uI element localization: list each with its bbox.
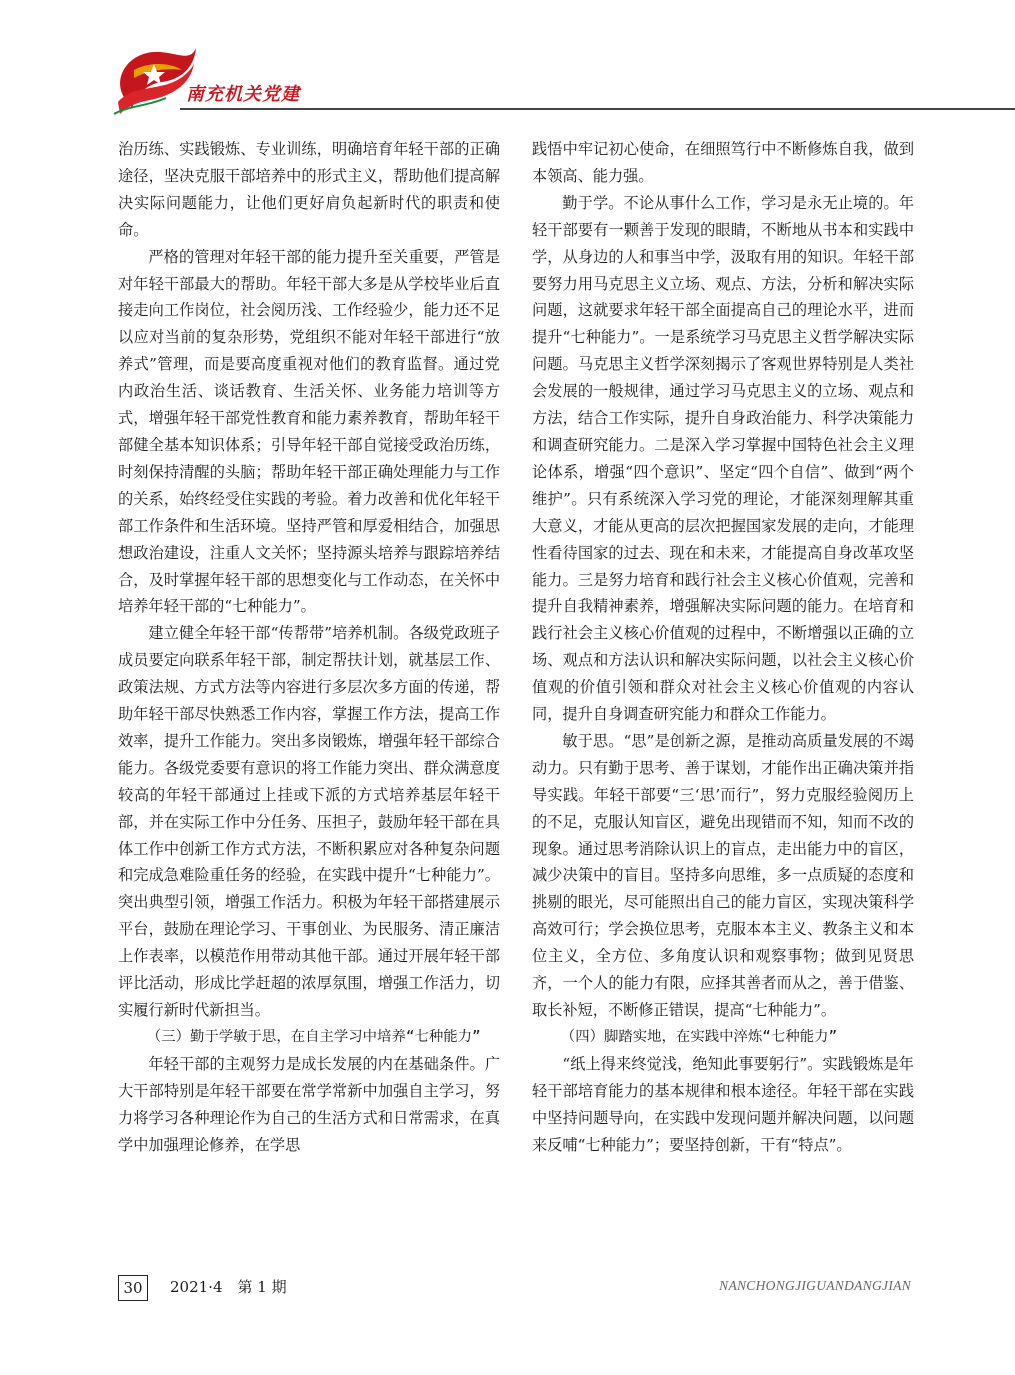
page-header (0, 0, 1015, 125)
right-column (532, 136, 914, 1158)
body-paragraph: 勤于学。不论从事什么工作，学习是永无止境的。年轻干部要有一颗善于发现的眼睛，不断地从书本和实践中学，从身边的人和事当中学，汲取有用的知识。年轻干部要努力用马克思主义立场、观点、方法，分析和解决实际问题，这就要求年轻干部全面提高自己的理论水平，进而提升“七种能力”。一是系统学习马克思主义哲学解决实际问题。马克思主义哲学深刻揭示了客观世界特别是人类社会发展的一般规律，通过学习马克思主义的立场、观点和方法，结合工作实际，提升自身政治能力、科学决策能力和调查研究能力。二是深入学习掌握中国特色社会主义理论体系，增强“四个意识”、坚定“四个自信”、做到“两个维护”。只有系统深入学习党的理论，才能深刻理解其重大意义，才能从更高的层次把握国家发展的走向，才能理性看待国家的过去、现在和未来，才能提高自身改革攻坚能力。三是努力培育和践行社会主义核心价值观，完善和提升自我精神素养，增强解决实际问题的能力。在培育和践行社会主义核心价值观的过程中，不断增强以正确的立场、观点和方法认识和解决实际问题，以社会主义核心价值观的价值引领和群众对社会主义核心价值观的内容认同，提升自身调查研究能力和群众工作能力。 (532, 193, 914, 724)
section-subheading: （三）勤于学敏于思，在自主学习中培养“七种能力” (146, 1028, 481, 1045)
section-subheading: （四）脚踏实地，在实践中淬炼“七种能力” (560, 1028, 838, 1045)
page-number: 30 (118, 1275, 148, 1301)
body-paragraph: 严格的管理对年轻干部的能力提升至关重要，严管是对年轻干部最大的帮助。年轻干部大多是从学校毕业后直接走向工作岗位，社会阅历浅、工作经验少，能力还不足以应对当前的复杂形势，党组织不能对年轻干部进行“放养式”管理，而是要高度重视对他们的教育监督。通过党内政治生活、谈话教育、生活关怀、业务能力培训等方式，增强年轻干部党性教育和能力素养教育，帮助年轻干部健全基本知识体系；引导年轻干部自觉接受政治历练，时刻保持清醒的头脑；帮助年轻干部正确处理能力与工作的关系，始终经受住实践的考验。着力改善和优化年轻干部工作条件和生活环境。坚持严管和厚爱相结合，加强思想政治建设，注重人文关怀；坚持源头培养与跟踪培养结合，及时掌握年轻干部的思想变化与工作动态，在关怀中培养年轻干部的“七种能力”。 (118, 247, 500, 616)
body-paragraph: 敏于思。“思”是创新之源，是推动高质量发展的不竭动力。只有勤于思考、善于谋划，才能作出正确决策并指导实践。年轻干部要“三‘思’而行”，努力克服经验阅历上的不足，克服认知盲区，避免出现错而不知，知而不改的现象。通过思考消除认识上的盲点，走出能力中的盲区，减少决策中的盲目。坚持多向思维，多一点质疑的态度和挑剔的眼光，尽可能照出自己的能力盲区，实现决策科学高效可行；学会换位思考，克服本本主义、教条主义和本位主义，全方位、多角度认识和观察事物；做到见贤思齐，一个人的能力有限，应择其善者而从之，善于借鉴、取长补短，不断修正错误，提高“七种能力”。 (532, 731, 914, 1019)
body-paragraph: 治历练、实践锻炼、专业训练，明确培育年轻干部的正确途径，坚决克服干部培养中的形式主义，帮助他们提高解决实际问题能力，让他们更好肩负起新时代的职责和使命。 (118, 140, 500, 239)
body-paragraph: 年轻干部的主观努力是成长发展的内在基础条件。广大干部特别是年轻干部要在常学常新中加强自主学习，努力将学习各种理论作为自己的生活方式和日常需求，在真学中加强理论修养，在学思 (118, 1054, 500, 1154)
magazine-title: 南充机关党建 (186, 84, 300, 105)
page-footer (0, 1268, 1015, 1308)
header-rule (180, 108, 1015, 110)
body-paragraph: “纸上得来终觉浅，绝知此事要躬行”。实践锻炼是年轻干部培育能力的基本规律和根本途径。年轻干部在实践中坚持问题导向，在实践中发现问题并解决问题，以问题来反哺“七种能力”；要坚持创新，干有“特点”。 (532, 1054, 914, 1154)
issue-info: 2021·4 第 1 期 (170, 1278, 287, 1296)
red-ribbon-star-logo-icon (108, 40, 198, 118)
body-paragraph: 建立健全年轻干部“传帮带”培养机制。各级党政班子成员要定向联系年轻干部，制定帮扶计划，就基层工作、政策法规、方式方法等内容进行多层次多方面的传递，帮助年轻干部尽快熟悉工作内容，掌握工作方法，提高工作效率，提升工作能力。突出多岗锻炼，增强年轻干部综合能力。各级党委要有意识的将工作能力突出、群众满意度较高的年轻干部通过上挂或下派的方式培养基层年轻干部，并在实际工作中分任务、压担子，鼓励年轻干部在具体工作中创新工作方式方法，不断积累应对各种复杂问题和完成急难险重任务的经验，在实践中提升“七种能力”。突出典型引领，增强工作活力。积极为年轻干部搭建展示平台，鼓励在理论学习、干事创业、为民服务、清正廉洁上作表率，以模范作用带动其他干部。通过开展年轻干部评比活动，形成比学赶超的浓厚氛围，增强工作活力，切实履行新时代新担当。 (118, 624, 500, 1019)
footer-latin-title: NANCHONGJIGUANDANGJIAN (719, 1278, 911, 1293)
body-paragraph: 践悟中牢记初心使命，在细照笃行中不断修炼自我，做到本领高、能力强。 (532, 140, 914, 185)
left-column (118, 136, 500, 1158)
